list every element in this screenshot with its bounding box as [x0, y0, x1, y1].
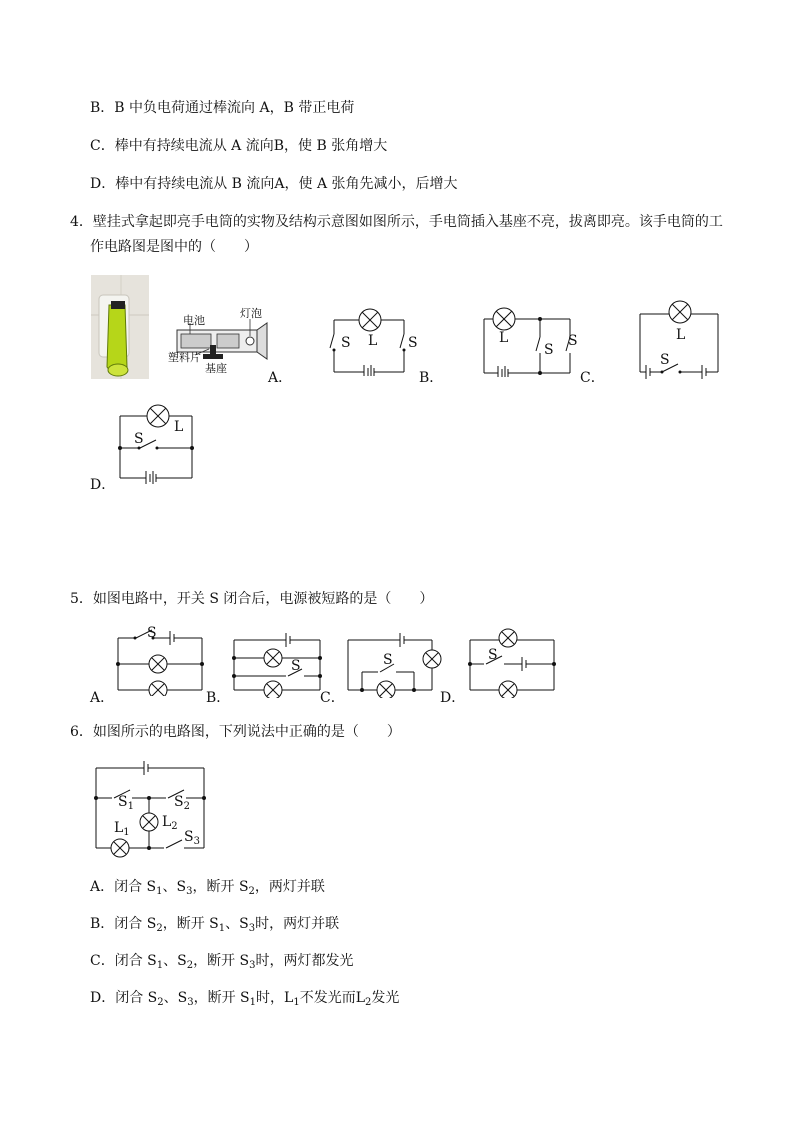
q5a-switch-label: S: [147, 625, 157, 641]
q4-option-b-letter: B．: [419, 370, 444, 386]
label-base: 基座: [205, 362, 227, 375]
q4b-lamp-label: L: [499, 330, 509, 346]
label-bulb: 灯泡: [240, 307, 262, 320]
q5-option-b-letter: B．: [206, 690, 231, 706]
q6-l2-label: $L_2$: [162, 814, 178, 832]
q6-s2-label: $S_2$: [174, 794, 190, 812]
q6-option-a: A．闭合 $S_1$、$S_3$，断开 $S_2$，两灯并联: [90, 879, 325, 897]
q3-option-b: B．B 中负电荷通过棒流向 A，B 带正电荷: [90, 100, 355, 116]
q5b-switch-label: S: [291, 658, 301, 674]
q4-option-d-letter: D．: [90, 477, 116, 493]
q5-option-d-letter: D．: [440, 690, 466, 706]
q4-stem-line2: 作电路图是图中的（ ）: [90, 239, 258, 255]
q4-option-a-letter: A．: [268, 370, 293, 386]
q6-stem: 6．如图所示的电路图，下列说法中正确的是（ ）: [70, 724, 401, 740]
q4c-switch-label: S: [660, 352, 670, 368]
q4d-lamp-label: L: [174, 419, 184, 435]
flashlight-photo: [91, 275, 149, 379]
q5-option-a-letter: A．: [90, 690, 115, 706]
q4a-switch-right-label: S: [408, 335, 418, 351]
q4-circuit-d: [116, 400, 198, 484]
q5-circuit-b: [230, 626, 324, 698]
q6-option-c: C．闭合 $S_1$、$S_2$，断开 $S_3$时，两灯都发光: [90, 953, 354, 971]
label-plastic-sheet: 塑料片: [168, 351, 201, 364]
q6-s3-label: $S_3$: [184, 829, 200, 847]
q3-option-d: D．棒中有持续电流从 B 流向A，使 A 张角先减小，后增大: [90, 176, 458, 192]
q5c-switch-label: S: [383, 652, 393, 668]
q6-s1-label: $S_1$: [118, 794, 134, 812]
q5-circuit-c: [344, 626, 444, 698]
q5-option-c-letter: C．: [320, 690, 345, 706]
q4b-switch1-label: S: [544, 342, 554, 358]
q6-option-d: D．闭合 $S_2$、$S_3$，断开 $S_1$时，$L_1$不发光而$L_2$发光: [90, 990, 400, 1008]
q3-option-c: C．棒中有持续电流从 A 流向B，使 B 张角增大: [90, 138, 388, 154]
label-battery: 电池: [183, 314, 205, 327]
q5-circuit-a: [114, 624, 206, 696]
q6-l1-label: $L_1$: [114, 820, 130, 838]
q4a-lamp-label: L: [368, 333, 378, 349]
q4-stem-line1: 4．壁挂式拿起即亮手电筒的实物及结构示意图如图所示，手电筒插入基座不亮，拔离即亮。该手电筒的工: [70, 214, 723, 230]
q4-option-c-letter: C．: [580, 370, 605, 386]
q4c-lamp-label: L: [676, 327, 686, 343]
q4d-switch-label: S: [134, 431, 144, 447]
q6-option-b: B．闭合 $S_2$，断开 $S_1$、$S_3$时，两灯并联: [90, 916, 340, 934]
q4-circuit-b: [478, 303, 578, 377]
q4a-switch-left-label: S: [341, 335, 351, 351]
q4b-switch2-label: S: [568, 333, 578, 349]
q5-circuit-d: [466, 626, 558, 698]
q5d-switch-label: S: [488, 647, 498, 663]
q5-stem: 5．如图电路中，开关 S 闭合后，电源被短路的是（ ）: [70, 591, 434, 607]
